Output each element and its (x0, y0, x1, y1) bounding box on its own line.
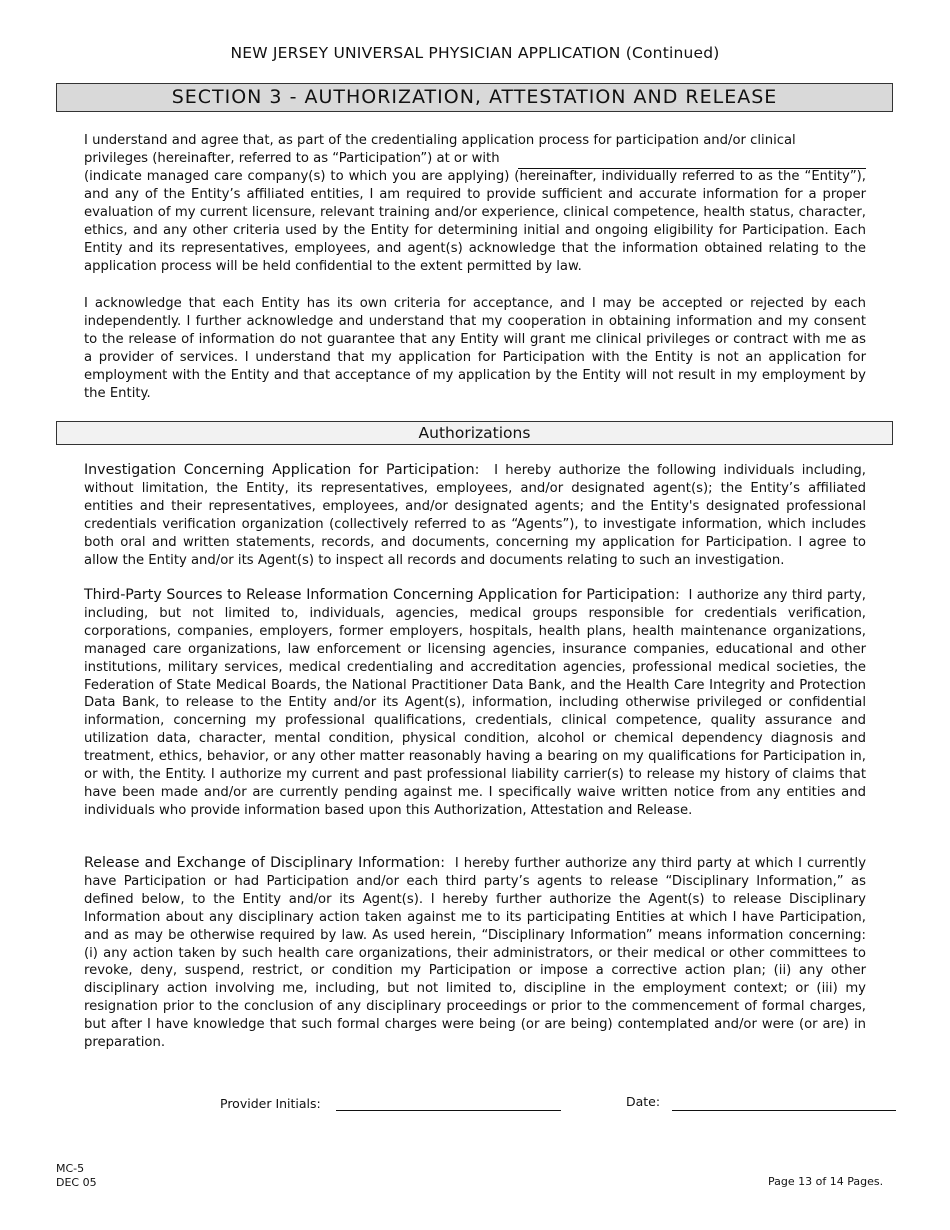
form-revision-date: DEC 05 (56, 1176, 97, 1189)
release-text: I hereby further authorize any third party at which I currently have Participation or had Participation and/or each third party’s agents to release “Disciplinary Information,” as defined below, to the Entity and/or its Agent(s). I hereby further authorize the Agent(s) to release Disciplinary Information about any disciplinary action taken against me to its participating Entities at which I have Participation, and as may be otherwise required by law. As used herein, “Disciplinary Information” means information concerning: (i) any action taken by such health care organizations, their administrators, or their medical or other committees to revoke, deny, suspend, restrict, or condition my Participation or impose a corrective action plan; (ii) any other disciplinary action involving me, including, but not limited to, discipline in the employment context; or (iii) my resignation prior to the conclusion of any disciplinary proceedings or prior to the commencement of formal charges, but after I have knowledge that such formal charges were being (or are being) contemplated and/or were (or are) in preparation. (84, 856, 867, 1051)
investigation-text: I hereby authorize the following individuals including, without limitation, the Entity, its representatives, employees, and/or designated agent(s); the Entity’s affiliated entities and their representatives, employees, and/or designated agents; and the Entity's designated professional credentials verification organization (collectively referred to as “Agents”), to investigate information, which includes both oral and written statements, records, and documents, concerning my application for Participation. I agree to allow the Entity and/or its Agent(s) to inspect all records and documents relating to such an investigation. (84, 463, 866, 568)
page-number: Page 13 of 14 Pages. (768, 1175, 884, 1188)
date-label: Date: (626, 1094, 661, 1109)
third-party-paragraph (84, 587, 866, 820)
provider-initials-field[interactable] (336, 1110, 561, 1111)
authorizations-heading: Authorizations (56, 421, 893, 445)
release-heading: Release and Exchange of Disciplinary Information: (84, 855, 446, 871)
form-code (56, 1162, 97, 1190)
intro-paragraph-line2: privileges (hereinafter, referred to as “Participation”) at or with (84, 151, 500, 166)
investigation-paragraph (84, 462, 866, 569)
third-party-heading: Third-Party Sources to Release Information Concerning Application for Participation: (84, 587, 680, 603)
provider-initials-label: Provider Initials: (220, 1096, 321, 1111)
acknowledgement-paragraph: I acknowledge that each Entity has its own criteria for acceptance, and I may be accepted or rejected by each independently. I further acknowledge and understand that my cooperation in obtaining information and my consent to the release of information do not guarantee that any Entity will grant me clinical privileges or contract with me as a provider of services. I understand that my application for Participation with the Entity is not an application for employment with the Entity and that acceptance of my application by the Entity will not result in my employment by the Entity. (84, 296, 866, 401)
date-field[interactable] (672, 1110, 896, 1111)
release-paragraph (84, 855, 866, 1052)
investigation-heading: Investigation Concerning Application for Participation: (84, 462, 480, 478)
section-title: SECTION 3 - AUTHORIZATION, ATTESTATION AND RELEASE (56, 83, 893, 112)
form-number: MC-5 (56, 1162, 85, 1175)
intro-paragraph-line1: I understand and agree that, as part of the credentialing application process for participation and/or clinical (84, 133, 796, 148)
intro-paragraph-rest: (indicate managed care company(s) to which you are applying) (hereinafter, individually referred to as the “Entity”), and any of the Entity’s affiliated entities, I am required to provide sufficient and accurate information for a proper evaluation of my current licensure, relevant training and/or experience, clinical competence, health status, character, ethics, and any other criteria used by the Entity for determining initial and ongoing eligibility for Participation. Each Entity and its representatives, employees, and agent(s) acknowledge that the information obtained relating to the application process will be held confidential to the extent permitted by law. (84, 169, 866, 274)
page-header: NEW JERSEY UNIVERSAL PHYSICIAN APPLICATION (Continued) (230, 44, 720, 62)
third-party-text: I authorize any third party, including, but not limited to, individuals, agencies, medical groups responsible for credentials verification, corporations, companies, employers, former employers, hospitals, health plans, health maintenance organizations, managed care organizations, law enforcement or licensing agencies, insurance companies, educational and other institutions, military services, medical credentialing and accreditation agencies, professional medical societies, the Federation of State Medical Boards, the National Practitioner Data Bank, and the Health Care Integrity and Protection Data Bank, to release to the Entity and/or its Agent(s), information, including otherwise privileged or confidential information, concerning my professional qualifications, credentials, clinical competence, quality assurance and utilization data, character, mental condition, physical condition, alcohol or chemical dependency diagnosis and treatment, ethics, behavior, or any other matter reasonably having a bearing on my qualifications for Participation in, or with, the Entity. I authorize my current and past professional liability carrier(s) to release my history of claims that have been made and/or are currently pending against me. I specifically waive written notice from any entities and individuals who provide information based upon this Authorization, Attestation and Release. (84, 588, 866, 818)
